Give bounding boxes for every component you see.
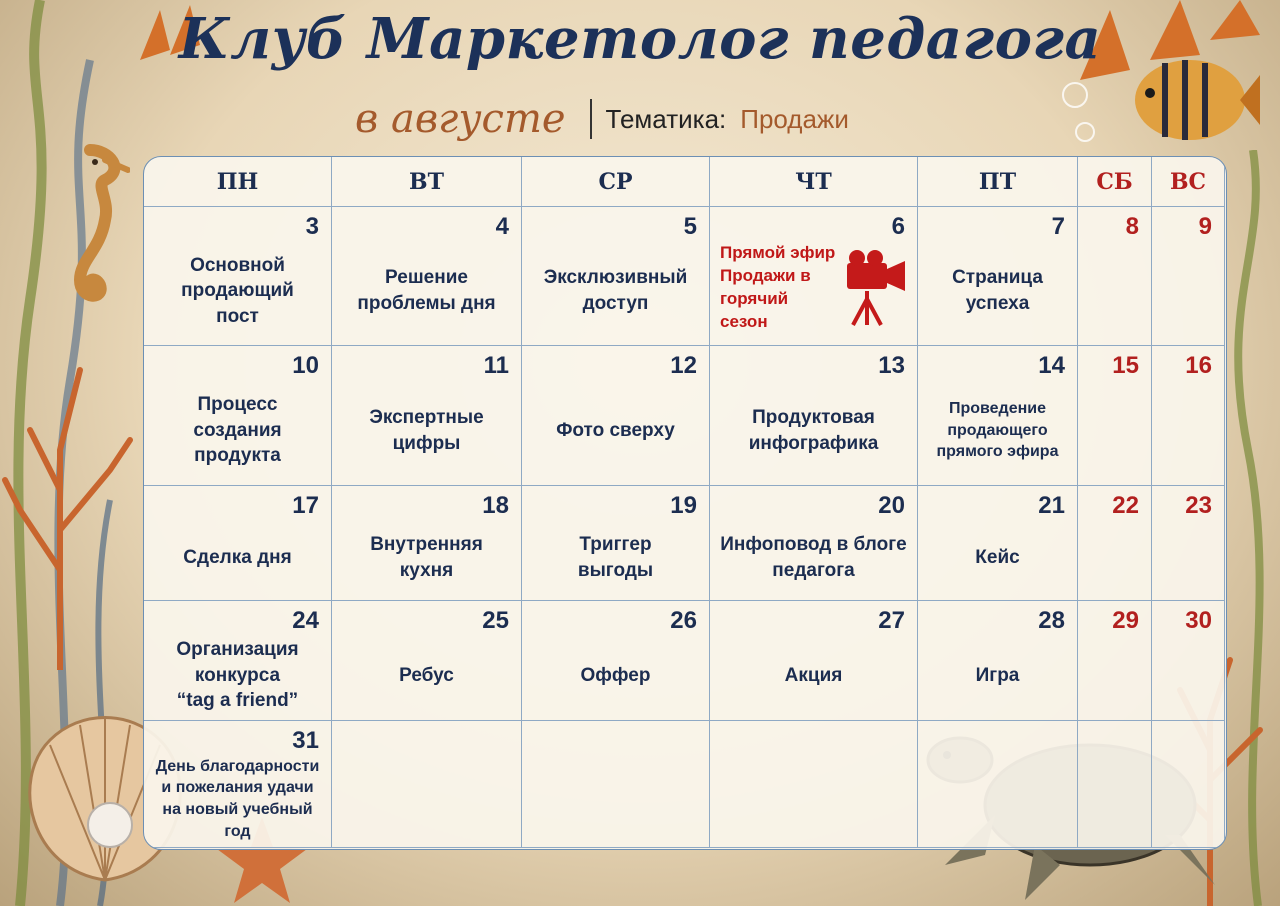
- day-cell: [918, 207, 1078, 346]
- day-cell: [918, 486, 1078, 601]
- day-cell: [1078, 601, 1152, 721]
- weekday-header: ПТ: [918, 157, 1078, 207]
- day-number: 21: [1038, 492, 1065, 519]
- day-cell: [710, 601, 918, 721]
- day-topic: Инфоповод в блоге педагога: [720, 534, 907, 581]
- theme-label: Тематика:: [605, 103, 727, 134]
- day-topic: Триггер выгоды: [577, 534, 654, 581]
- day-cell: [332, 486, 522, 601]
- day-cell: [522, 721, 710, 848]
- weekday-header: ВТ: [332, 157, 522, 207]
- day-topic: [1082, 757, 1147, 841]
- day-topic: Игра: [975, 664, 1020, 686]
- day-topic: Основной продающий пост: [181, 254, 294, 327]
- day-cell: [918, 346, 1078, 486]
- day-cell: [1078, 721, 1152, 848]
- day-number: 30: [1185, 607, 1212, 634]
- day-cell: [144, 207, 332, 346]
- day-number: 6: [891, 213, 905, 240]
- calendar-grid: [143, 156, 1227, 850]
- weekday-header: СБ: [1078, 157, 1152, 207]
- bubble-icon: [1060, 80, 1130, 150]
- day-topic: [1082, 522, 1147, 594]
- day-cell: [918, 721, 1078, 848]
- theme-value: Продажи: [740, 103, 849, 134]
- day-number: 11: [483, 352, 509, 379]
- subtitle: [355, 94, 849, 144]
- day-cell: [710, 721, 918, 848]
- day-topic: Оффер: [580, 664, 651, 686]
- weekday-header: ВС: [1152, 157, 1225, 207]
- day-topic: Страница успеха: [952, 267, 1043, 314]
- day-cell: [332, 346, 522, 486]
- day-number: 8: [1125, 213, 1139, 240]
- day-cell: [710, 486, 918, 601]
- day-number: 29: [1112, 607, 1139, 634]
- day-number: 24: [292, 607, 319, 634]
- day-topic: [1082, 382, 1147, 479]
- day-number: 14: [1038, 352, 1065, 379]
- day-topic: Эксклюзивный доступ: [543, 267, 688, 314]
- day-number: 7: [1051, 213, 1065, 240]
- weekday-header: ПН: [144, 157, 332, 207]
- day-topic: [526, 757, 705, 841]
- day-topic: [1082, 243, 1147, 339]
- day-cell: [522, 207, 710, 346]
- month-label: в августе: [355, 96, 566, 142]
- day-topic: [1082, 637, 1147, 714]
- day-number: 31: [292, 727, 319, 754]
- day-number: 27: [878, 607, 905, 634]
- day-topic: Ребус: [399, 664, 454, 686]
- day-topic: День благодарности и пожелания удачи на новый учебный год: [155, 757, 320, 840]
- day-number: 9: [1198, 213, 1212, 240]
- day-number: 18: [482, 492, 509, 519]
- weekday-header: СР: [522, 157, 710, 207]
- pearl-icon: [88, 803, 132, 847]
- subtitle-divider: [590, 99, 592, 139]
- day-number: 19: [670, 492, 697, 519]
- weekday-header: ЧТ: [710, 157, 918, 207]
- day-number: 10: [292, 352, 319, 379]
- day-topic: [1156, 637, 1220, 714]
- day-cell: [144, 486, 332, 601]
- day-topic: [1156, 243, 1220, 339]
- day-cell: [1078, 346, 1152, 486]
- day-cell: [1152, 207, 1225, 346]
- day-number: 20: [878, 492, 905, 519]
- day-cell: [144, 601, 332, 721]
- live-stream-event: Прямой эфир Продажи в горячий сезон: [720, 243, 836, 331]
- day-number: 16: [1185, 352, 1212, 379]
- day-cell: [1152, 346, 1225, 486]
- day-number: 26: [670, 607, 697, 634]
- day-cell: [710, 346, 918, 486]
- day-cell: [1152, 721, 1225, 848]
- day-cell: [1152, 486, 1225, 601]
- day-number: 15: [1112, 352, 1139, 379]
- page-title: Клуб Маркетолог педагога: [178, 6, 1102, 72]
- day-number: 17: [292, 492, 319, 519]
- day-cell: [144, 346, 332, 486]
- day-topic: Акция: [784, 664, 843, 686]
- day-cell: [1078, 207, 1152, 346]
- day-cell: [710, 207, 918, 346]
- day-number: 5: [683, 213, 697, 240]
- day-topic: [714, 757, 913, 841]
- day-topic: Процесс создания продукта: [193, 394, 282, 467]
- day-number: 3: [305, 213, 319, 240]
- day-number: 23: [1185, 492, 1212, 519]
- day-cell: [144, 721, 332, 848]
- day-cell: [522, 486, 710, 601]
- day-number: 22: [1112, 492, 1139, 519]
- day-number: 4: [495, 213, 509, 240]
- day-number: 28: [1038, 607, 1065, 634]
- day-number: 25: [482, 607, 509, 634]
- coral-left-icon: [0, 330, 140, 670]
- day-cell: [332, 721, 522, 848]
- day-topic: [1156, 382, 1220, 479]
- day-topic: Сделка дня: [183, 547, 292, 569]
- day-topic: Организация конкурса “tag a friend”: [176, 639, 299, 712]
- day-topic: Кейс: [975, 547, 1020, 569]
- video-camera-icon: [845, 249, 907, 327]
- day-cell: [918, 601, 1078, 721]
- day-cell: [1078, 486, 1152, 601]
- day-topic: [1156, 522, 1220, 594]
- day-topic: Внутренняя кухня: [370, 534, 483, 581]
- day-number: 12: [670, 352, 697, 379]
- day-topic: Проведение продающего прямого эфира: [936, 400, 1059, 461]
- day-cell: [522, 346, 710, 486]
- day-topic: [922, 757, 1073, 841]
- day-topic: Фото сверху: [556, 419, 675, 441]
- day-topic: Экспертные цифры: [369, 406, 484, 454]
- seahorse-icon: [50, 140, 130, 310]
- day-cell: [522, 601, 710, 721]
- day-topic: Решение проблемы дня: [357, 267, 496, 314]
- day-topic: [336, 757, 517, 841]
- day-topic: [1156, 757, 1220, 841]
- day-cell: [1152, 601, 1225, 721]
- day-cell: [332, 207, 522, 346]
- day-number: 13: [878, 352, 905, 379]
- day-topic: Продуктовая инфографика: [748, 406, 879, 454]
- day-cell: [332, 601, 522, 721]
